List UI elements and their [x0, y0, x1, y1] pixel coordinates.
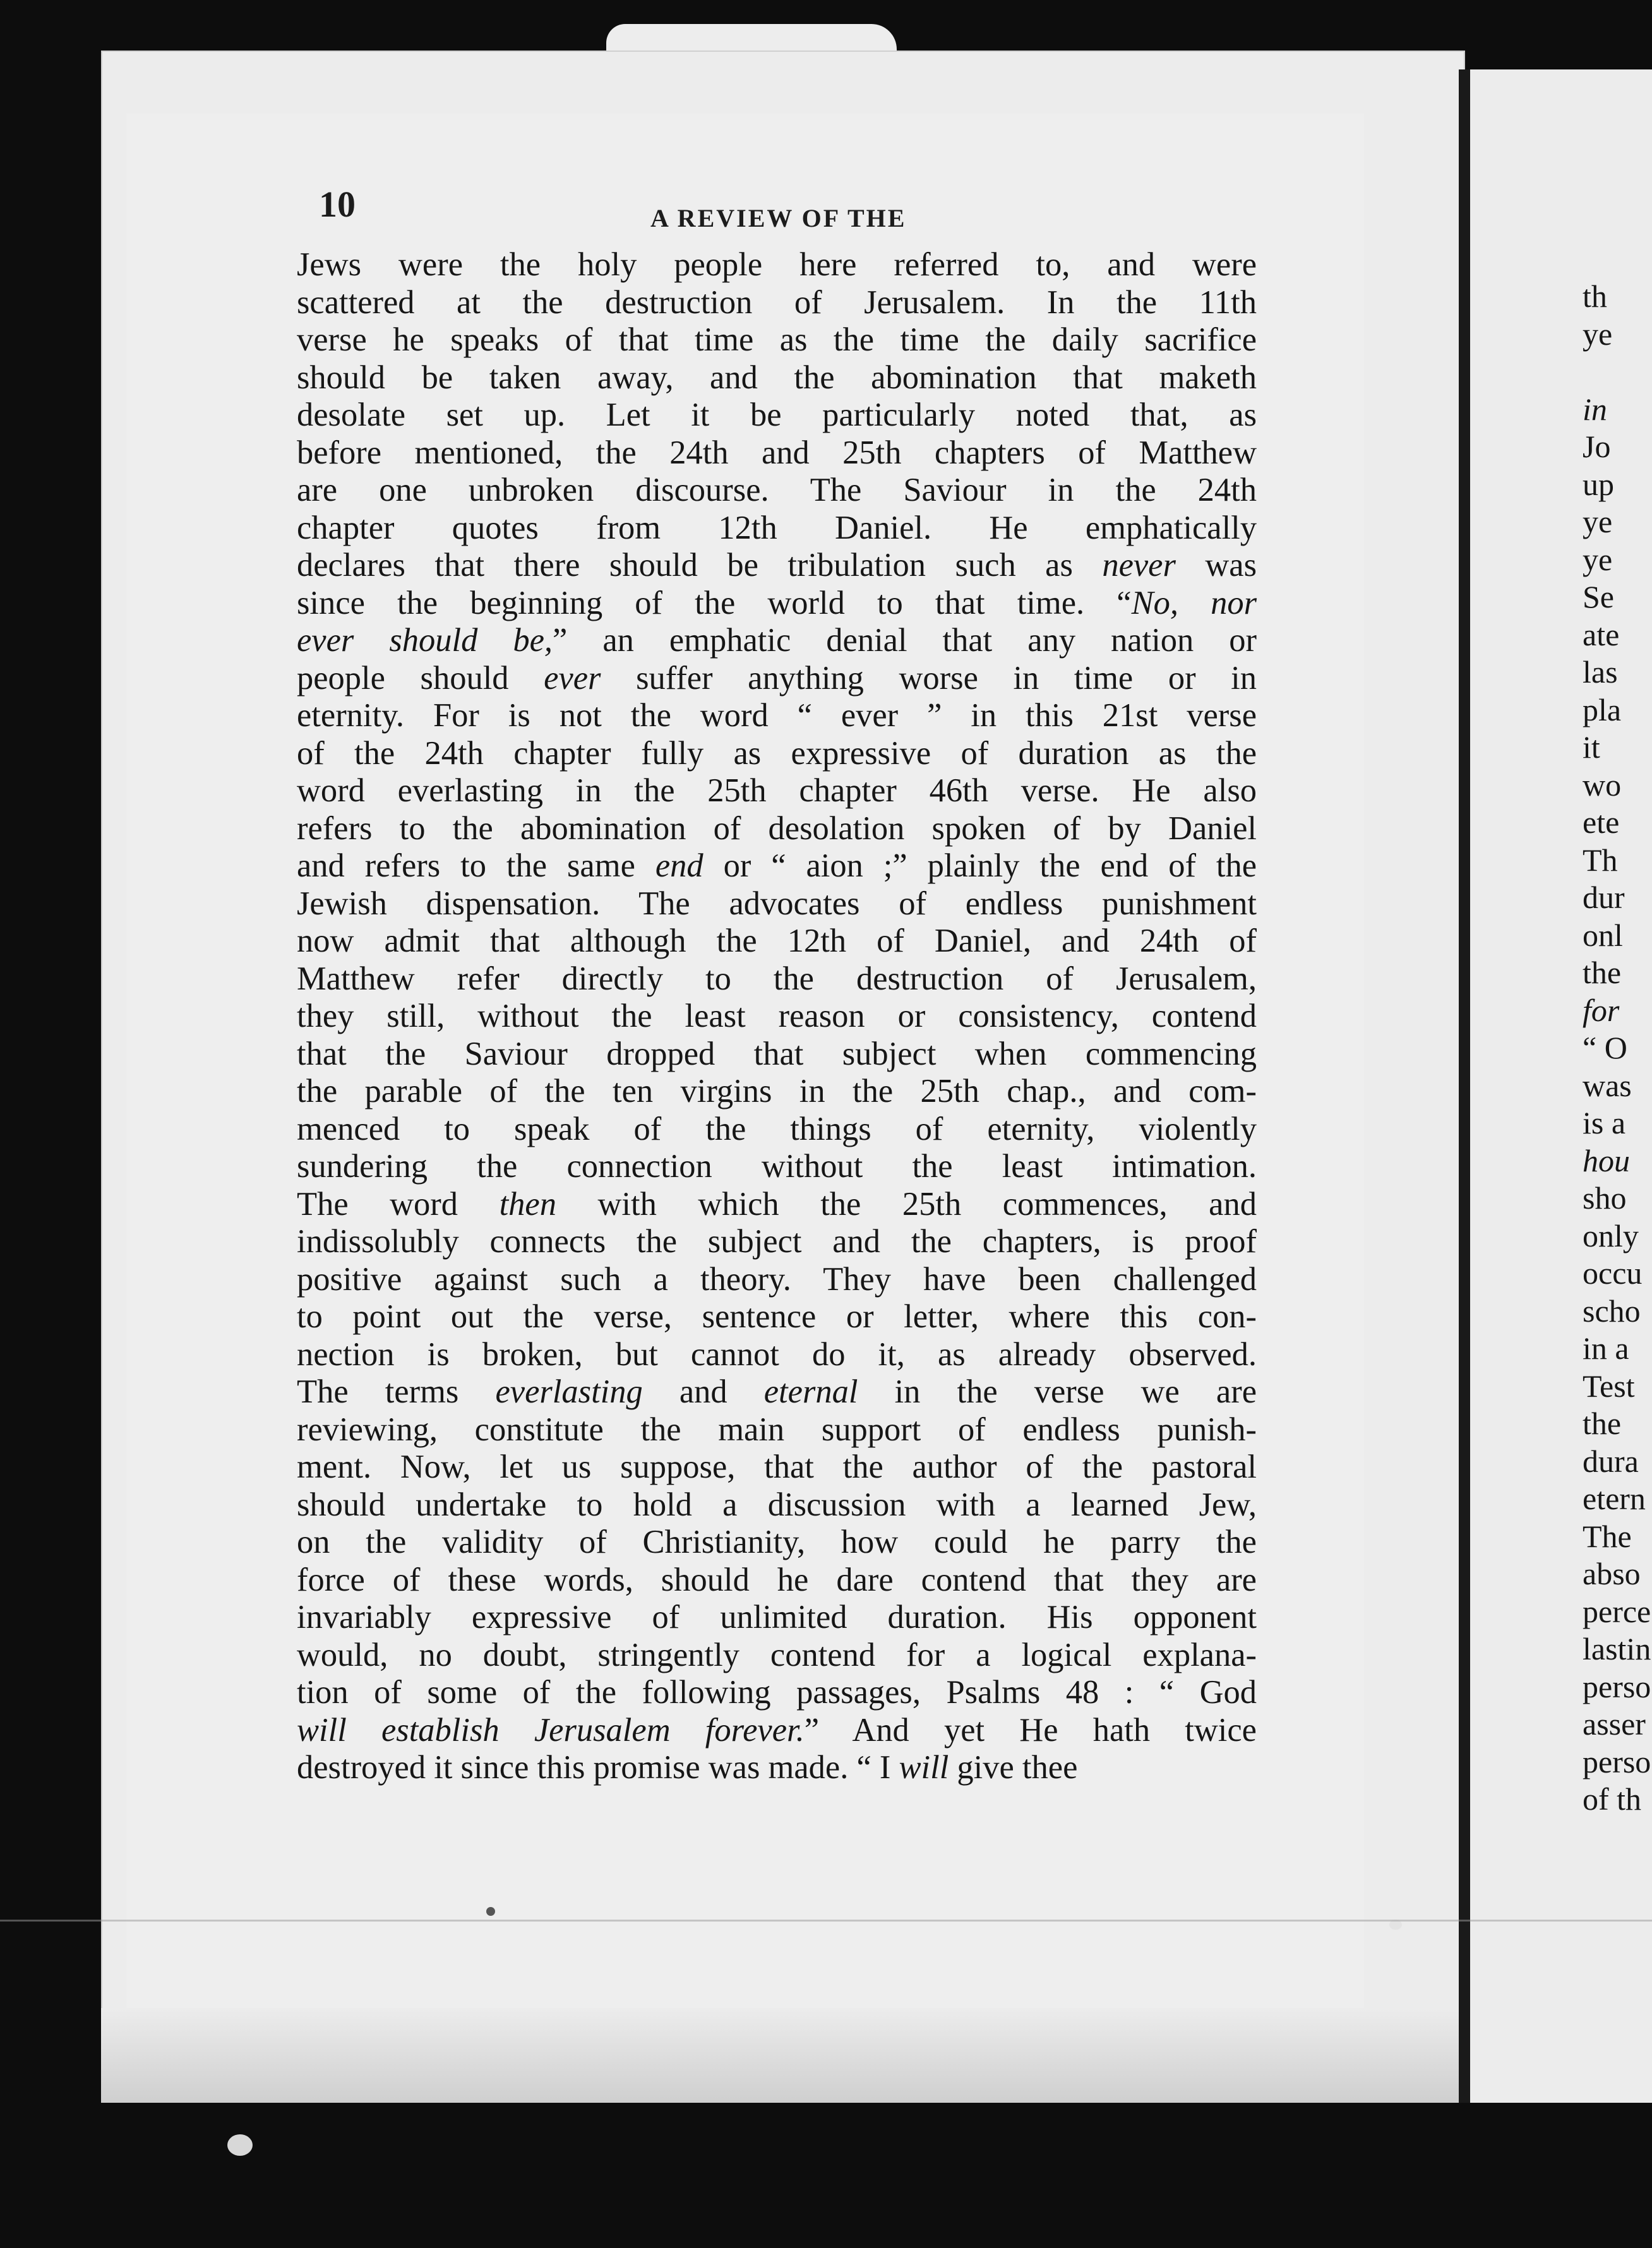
right-page-fragment: etern [1583, 1481, 1646, 1516]
text-line [297, 998, 1257, 1036]
text-line [297, 660, 1257, 698]
text-run: ” And yet He hath twice [804, 1711, 1257, 1749]
text-run: chapter quotes from 12th Daniel. He emphatically [297, 509, 1257, 546]
text-line [297, 1111, 1257, 1149]
right-page-fragment: ate [1583, 616, 1620, 652]
text-line [297, 1411, 1257, 1449]
text-line [297, 359, 1257, 397]
text-line [297, 510, 1257, 547]
body-text [297, 246, 1257, 1787]
text-run: on the validity of Christianity, how could he parry the [297, 1524, 1257, 1560]
italic-text: will establish Jerusalem forever. [297, 1711, 805, 1749]
text-run: of the 24th chapter fully as expressive of duration as the [297, 734, 1257, 772]
text-run: word everlasting in the 25th chapter 46th verse. He also [297, 772, 1257, 809]
italic-text: ever [544, 659, 601, 697]
text-run: verse he speaks of that time as the time the daily sacrifice [297, 321, 1257, 358]
text-line [297, 847, 1257, 885]
italic-text: never [1102, 547, 1176, 583]
text-run: give thee [949, 1749, 1078, 1786]
text-line [297, 1674, 1257, 1712]
text-line [297, 1336, 1257, 1374]
right-page-fragment: dura [1583, 1443, 1639, 1479]
right-page-fragment: ye [1583, 541, 1613, 577]
text-line [297, 585, 1257, 623]
italic-text: No, nor [1131, 584, 1257, 621]
text-run: ” an emphatic denial that any nation or [553, 622, 1257, 659]
text-run: since the beginning of the world to that time. “ [297, 584, 1132, 621]
text-run: they still, without the least reason or consistency, contend [297, 998, 1257, 1034]
text-run: indissolubly connects the subject and the chapters, is proof [297, 1223, 1257, 1260]
italic-text: everlasting [495, 1373, 643, 1410]
right-page-fragment: Jo [1583, 429, 1611, 464]
text-run: sundering the connection without the least intimation. [297, 1148, 1257, 1185]
text-line [297, 1562, 1257, 1599]
text-line [297, 622, 1257, 660]
text-run: reviewing, constitute the main support of endless punish- [297, 1411, 1257, 1448]
italic-text: then [499, 1185, 556, 1223]
right-page-fragment: perso [1583, 1743, 1651, 1779]
text-line [297, 810, 1257, 848]
text-run: desolate set up. Let it be particularly noted that, as [297, 397, 1257, 433]
right-page-fragment: of th [1583, 1781, 1642, 1817]
right-page-fragment: occu [1583, 1255, 1643, 1291]
right-page-fragment: for [1583, 992, 1620, 1028]
right-page-fragment: The [1583, 1518, 1632, 1554]
right-page-fragment: onl [1583, 917, 1623, 953]
text-line [297, 1036, 1257, 1073]
left-page-bottom-edge [101, 2008, 1465, 2103]
right-page-fragment: pla [1583, 691, 1622, 727]
text-line [297, 1298, 1257, 1336]
text-run: to point out the verse, sentence or letter, where this con- [297, 1298, 1257, 1335]
text-run: tion of some of the following passages, Psalms 48 : “ God [297, 1674, 1257, 1711]
text-line [297, 1186, 1257, 1224]
right-page-fragment: dur [1583, 880, 1625, 915]
right-page-fragment: the [1583, 955, 1622, 990]
text-run: or “ aion ;” plainly the end of the [703, 847, 1257, 884]
text-run: Jews were the holy people here referred to, and were [297, 246, 1257, 283]
right-page-fragment: lastin [1583, 1631, 1651, 1666]
text-line [297, 246, 1257, 284]
text-line [297, 397, 1257, 434]
text-run: and refers to the same [297, 847, 655, 884]
text-line [297, 735, 1257, 773]
right-page-fragment: is a [1583, 1105, 1626, 1140]
right-page-fragment: in [1583, 391, 1607, 427]
text-line [297, 1073, 1257, 1111]
text-run: people should [297, 659, 544, 697]
text-run: invariably expressive of unlimited duration. His opponent [297, 1599, 1257, 1635]
text-run: menced to speak of the things of eternity, violently [297, 1110, 1257, 1147]
text-line [297, 885, 1257, 923]
right-page-fragment: Th [1583, 842, 1618, 878]
right-page-fragment: ye [1583, 504, 1613, 539]
italic-text: ever should be, [297, 622, 553, 659]
right-page-fragment: abso [1583, 1556, 1641, 1591]
dust-speck [486, 1907, 495, 1916]
italic-text: eternal [763, 1373, 858, 1410]
text-run: nection is broken, but cannot do it, as already observed. [297, 1336, 1257, 1373]
running-head: A REVIEW OF THE [650, 204, 907, 232]
text-run: destroyed it since this promise was made. “ I [297, 1749, 899, 1786]
right-page-fragment: ete [1583, 804, 1620, 840]
right-page-fragment: sho [1583, 1180, 1627, 1216]
text-line [297, 697, 1257, 735]
page-number: 10 [319, 184, 356, 225]
text-line [297, 1373, 1257, 1411]
text-line [297, 1148, 1257, 1186]
text-line [297, 1712, 1257, 1750]
text-line [297, 1449, 1257, 1486]
text-run: are one unbroken discourse. The Saviour in the 24th [297, 472, 1257, 508]
text-line [297, 472, 1257, 510]
right-page-fragment: scho [1583, 1293, 1641, 1329]
right-page-fragment: ye [1583, 316, 1613, 352]
right-page-fragment: was [1583, 1067, 1632, 1103]
text-run: ment. Now, let us suppose, that the author of the pastoral [297, 1449, 1257, 1485]
text-line [297, 1486, 1257, 1524]
right-page-fragment: Se [1583, 579, 1614, 614]
text-run: declares that there should be tribulation such as [297, 547, 1103, 583]
text-run: eternity. For is not the word “ ever ” in this 21st verse [297, 697, 1257, 734]
text-run: with which the 25th commences, and [556, 1185, 1257, 1223]
text-line [297, 547, 1257, 585]
text-line [297, 434, 1257, 472]
right-page-text-fragments [1583, 278, 1652, 1819]
text-line [297, 923, 1257, 960]
dust-speck [227, 2134, 253, 2156]
right-page-fragment: in a [1583, 1330, 1629, 1366]
text-run: Matthew refer directly to the destruction of Jerusalem, [297, 960, 1257, 997]
text-line [297, 1749, 1257, 1787]
right-page-fragment: the [1583, 1406, 1622, 1441]
text-run: Jewish dispensation. The advocates of endless punishment [297, 885, 1257, 922]
text-run: should be taken away, and the abomination that maketh [297, 359, 1257, 396]
right-page-fragment: up [1583, 466, 1614, 502]
text-run: would, no doubt, stringently contend for a logical explana- [297, 1636, 1257, 1673]
right-page-fragment: perce [1583, 1593, 1651, 1629]
scan-line-artifact [0, 1920, 1652, 1922]
text-line [297, 284, 1257, 322]
right-page-fragment: only [1583, 1217, 1639, 1253]
right-page-fragment: las [1583, 654, 1618, 690]
right-page-fragment: Test [1583, 1368, 1635, 1404]
right-page-fragment: perso [1583, 1668, 1651, 1704]
text-run: positive against such a theory. They have been challenged [297, 1260, 1257, 1298]
text-run: before mentioned, the 24th and 25th chapters of Matthew [297, 434, 1257, 471]
text-line [297, 321, 1257, 359]
right-page-fragment: wo [1583, 767, 1622, 803]
italic-text: end [655, 847, 703, 884]
text-run: should undertake to hold a discussion with a learned Jew, [297, 1486, 1257, 1523]
text-run: force of these words, should he dare contend that they are [297, 1561, 1257, 1598]
text-run: the parable of the ten virgins in the 25th chap., and com- [297, 1073, 1257, 1109]
text-run: and [642, 1373, 764, 1410]
text-run: was [1175, 547, 1257, 583]
right-page-fragment: it [1583, 729, 1600, 765]
text-run: in the verse we are [858, 1373, 1257, 1410]
right-page-fragment: hou [1583, 1142, 1630, 1178]
right-page-fragment: th [1583, 278, 1607, 314]
text-run: now admit that although the 12th of Daniel, and 24th of [297, 923, 1257, 959]
text-line [297, 1637, 1257, 1675]
text-run: The terms [297, 1373, 496, 1410]
text-line [297, 772, 1257, 810]
text-line [297, 1261, 1257, 1299]
italic-text: will [899, 1749, 949, 1786]
text-line [297, 1599, 1257, 1637]
text-line [297, 960, 1257, 998]
right-page-fragment: “ O [1583, 1030, 1627, 1065]
text-line [297, 1223, 1257, 1261]
right-page-fragment: asser [1583, 1706, 1646, 1742]
text-run: refers to the abomination of desolation spoken of by Daniel [297, 810, 1257, 847]
text-run: that the Saviour dropped that subject when commencing [297, 1035, 1257, 1072]
text-run: The word [297, 1185, 500, 1223]
text-run: suffer anything worse in time or in [601, 659, 1257, 697]
text-line [297, 1524, 1257, 1562]
text-run: scattered at the destruction of Jerusalem. In the 11th [297, 284, 1257, 321]
right-page-fragment [1583, 353, 1652, 391]
